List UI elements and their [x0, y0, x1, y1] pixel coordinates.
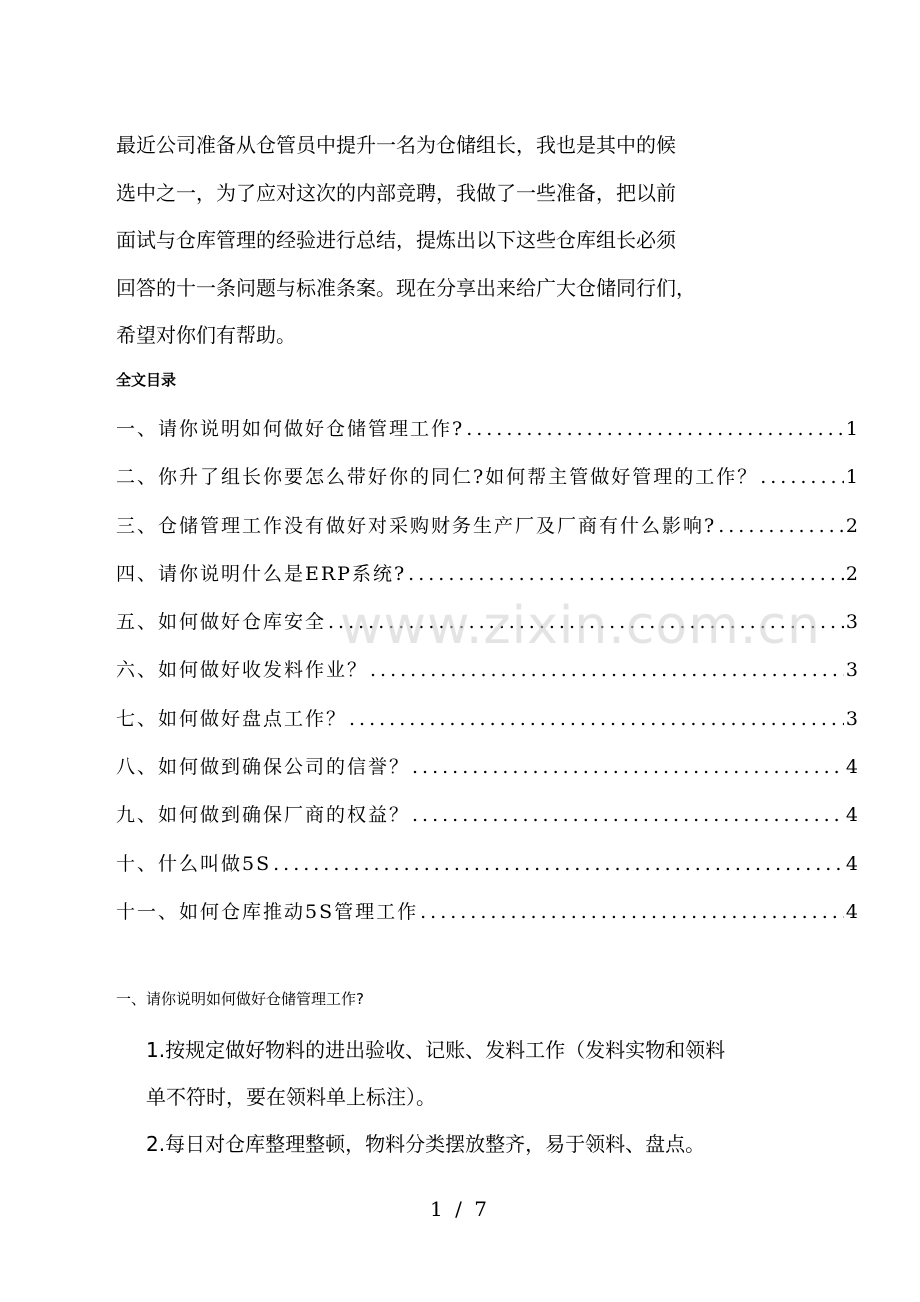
toc-entry-page: 4 — [845, 756, 858, 779]
toc-entry-title: 九、如何做到确保厂商的权益？ — [116, 804, 411, 827]
intro-paragraph — [116, 122, 806, 360]
toc-entry-page: 1 — [845, 466, 858, 489]
toc-entry[interactable] — [116, 511, 858, 559]
toc-dot-leader — [760, 462, 844, 492]
toc-entry-page: 4 — [845, 900, 858, 923]
intro-line: 希望对你们有帮助。 — [116, 323, 296, 347]
toc-entry-page: 3 — [845, 659, 858, 682]
toc-dot-leader — [370, 655, 844, 685]
toc-dot-leader — [412, 800, 844, 830]
toc-entry[interactable] — [116, 800, 858, 848]
toc-heading: 全文目录 — [116, 371, 177, 389]
toc-dot-leader — [466, 414, 844, 444]
toc-entry[interactable] — [116, 414, 858, 462]
toc-entry-title: 二、你升了组长你要怎么带好你的同仁?如何帮主管做好管理的工作？ — [116, 466, 759, 489]
toc-entry-title: 一、请你说明如何做好仓储管理工作? — [116, 418, 465, 440]
toc-entry[interactable] — [116, 704, 858, 752]
toc-dot-leader — [273, 849, 844, 879]
body-line: 单不符时，要在领料单上标注）。 — [146, 1085, 436, 1109]
section-body — [146, 1027, 826, 1168]
intro-line: 最近公司准备从仓管员中提升一名为仓储组长，我也是其中的候 — [116, 133, 676, 157]
body-line: 1.按规定做好物料的进出验收、记账、发料工作（发料实物和领料 — [146, 1038, 726, 1062]
intro-line: 回答的十一条问题与标准条案。现在分享出来给广大仓储同行们， — [116, 275, 696, 300]
toc-entry-title: 十、什么叫做5S — [116, 852, 272, 875]
toc-entry[interactable] — [116, 462, 858, 510]
toc-entry-page: 4 — [845, 804, 858, 827]
intro-line: 面试与仓库管理的经验进行总结，提炼出以下这些仓库组长必须 — [116, 228, 676, 252]
toc-dot-leader — [408, 559, 844, 589]
toc-entry[interactable] — [116, 607, 858, 655]
toc-entry-page: 3 — [845, 611, 858, 634]
toc-entry-title: 三、仓储管理工作没有做好对采购财务生产厂及厂商有什么影响? — [116, 514, 717, 537]
toc-entry-page: 2 — [845, 562, 858, 585]
toc-entry-page: 2 — [845, 514, 858, 537]
table-of-contents — [116, 414, 858, 945]
toc-entry-page: 3 — [845, 707, 858, 730]
page-number: 1 / 7 — [430, 1197, 490, 1221]
intro-line: 选中之一，为了应对这次的内部竞聘，我做了一些准备，把以前 — [116, 180, 676, 205]
toc-entry-title: 六、如何做好收发料作业？ — [116, 659, 369, 682]
body-line: 2.每日对仓库整理整顿，物料分类摆放整齐，易于领料、盘点。 — [146, 1132, 706, 1156]
toc-entry[interactable] — [116, 559, 858, 607]
toc-dot-leader — [349, 704, 844, 734]
toc-entry-title: 四、请你说明什么是ERP系统? — [116, 562, 407, 585]
toc-entry[interactable] — [116, 849, 858, 897]
watermark: www.zixin.com.cn — [340, 596, 821, 656]
toc-entry-title: 八、如何做到确保公司的信誉？ — [116, 756, 411, 779]
toc-entry[interactable] — [116, 655, 858, 703]
toc-entry[interactable] — [116, 897, 858, 945]
toc-entry-title: 七、如何做好盘点工作？ — [116, 707, 348, 730]
toc-dot-leader — [328, 607, 844, 637]
toc-entry-page: 4 — [845, 852, 858, 875]
toc-dot-leader — [412, 752, 844, 782]
toc-entry-title: 十一、如何仓库推动5S管理工作 — [116, 900, 419, 923]
section-heading: 一、请你说明如何做好仓储管理工作? — [116, 990, 364, 1008]
toc-entry[interactable] — [116, 752, 858, 800]
toc-entry-title: 五、如何做好仓库安全 — [116, 611, 327, 634]
toc-entry-page: 1 — [845, 418, 858, 440]
toc-dot-leader — [420, 897, 844, 927]
toc-dot-leader — [718, 511, 844, 541]
